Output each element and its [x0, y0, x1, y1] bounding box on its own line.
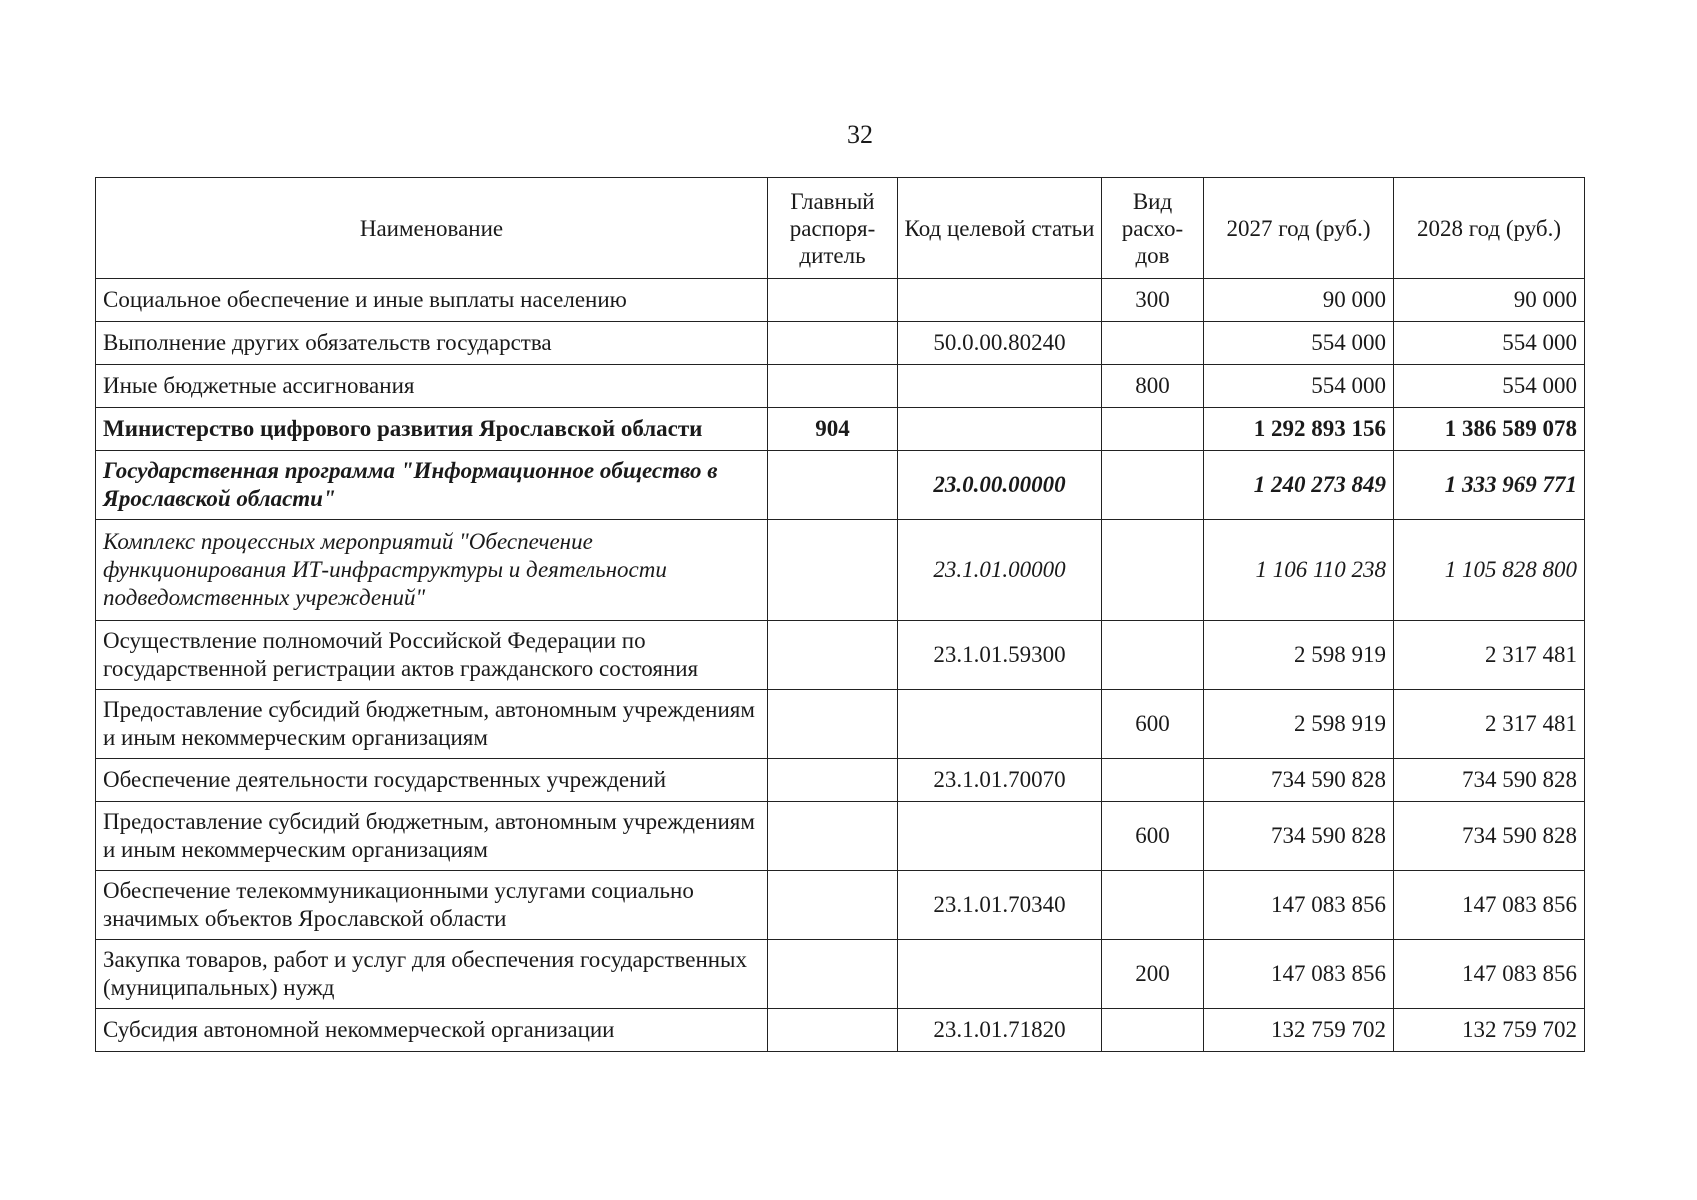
cell-amount-2028: 147 083 856	[1394, 871, 1585, 940]
cell-expense-type	[1102, 451, 1204, 520]
cell-amount-2027: 1 240 273 849	[1204, 451, 1394, 520]
cell-target-article-code: 23.1.01.00000	[898, 520, 1102, 621]
cell-name: Закупка товаров, работ и услуг для обеспечения государственных (муниципальных) нужд	[96, 940, 768, 1009]
cell-target-article-code: 23.1.01.70070	[898, 759, 1102, 802]
table-row	[96, 1009, 1585, 1052]
cell-amount-2028: 554 000	[1394, 365, 1585, 408]
header-year-2027: 2027 год (руб.)	[1204, 178, 1394, 279]
cell-name: Социальное обеспечение и иные выплаты населению	[96, 279, 768, 322]
cell-expense-type	[1102, 408, 1204, 451]
cell-name: Выполнение других обязательств государства	[96, 322, 768, 365]
cell-amount-2028: 734 590 828	[1394, 802, 1585, 871]
cell-target-article-code	[898, 279, 1102, 322]
cell-name: Предоставление субсидий бюджетным, автономным учреждениям и иным некоммерческим организациям	[96, 802, 768, 871]
cell-amount-2027: 1 292 893 156	[1204, 408, 1394, 451]
table-row	[96, 690, 1585, 759]
cell-target-article-code	[898, 940, 1102, 1009]
cell-amount-2028: 2 317 481	[1394, 690, 1585, 759]
cell-chief-administrator	[768, 621, 898, 690]
table-row	[96, 451, 1585, 520]
cell-amount-2027: 2 598 919	[1204, 690, 1394, 759]
cell-name: Субсидия автономной некоммерческой организации	[96, 1009, 768, 1052]
cell-amount-2027: 2 598 919	[1204, 621, 1394, 690]
table-row	[96, 408, 1585, 451]
cell-target-article-code	[898, 365, 1102, 408]
cell-expense-type	[1102, 759, 1204, 802]
header-expense-type: Вид расхо-дов	[1102, 178, 1204, 279]
cell-chief-administrator	[768, 759, 898, 802]
cell-chief-administrator	[768, 365, 898, 408]
cell-target-article-code	[898, 690, 1102, 759]
cell-expense-type: 600	[1102, 802, 1204, 871]
cell-chief-administrator	[768, 322, 898, 365]
cell-amount-2028: 2 317 481	[1394, 621, 1585, 690]
cell-amount-2028: 554 000	[1394, 322, 1585, 365]
cell-chief-administrator	[768, 279, 898, 322]
cell-target-article-code: 23.0.00.00000	[898, 451, 1102, 520]
cell-expense-type	[1102, 520, 1204, 621]
cell-target-article-code: 50.0.00.80240	[898, 322, 1102, 365]
table-row	[96, 322, 1585, 365]
cell-name: Государственная программа "Информационное общество в Ярославской области"	[96, 451, 768, 520]
cell-amount-2027: 734 590 828	[1204, 802, 1394, 871]
budget-table	[95, 177, 1585, 1052]
table-row	[96, 365, 1585, 408]
table-row	[96, 802, 1585, 871]
table-row	[96, 520, 1585, 621]
cell-chief-administrator	[768, 802, 898, 871]
table-row	[96, 759, 1585, 802]
cell-amount-2027: 1 106 110 238	[1204, 520, 1394, 621]
cell-amount-2027: 147 083 856	[1204, 871, 1394, 940]
header-target-article-code: Код целевой статьи	[898, 178, 1102, 279]
cell-chief-administrator	[768, 520, 898, 621]
cell-target-article-code: 23.1.01.59300	[898, 621, 1102, 690]
cell-amount-2028: 1 386 589 078	[1394, 408, 1585, 451]
cell-chief-administrator	[768, 940, 898, 1009]
cell-target-article-code: 23.1.01.70340	[898, 871, 1102, 940]
cell-name: Обеспечение телекоммуникационными услугами социально значимых объектов Ярославской области	[96, 871, 768, 940]
cell-chief-administrator	[768, 690, 898, 759]
table-row	[96, 621, 1585, 690]
cell-amount-2027: 132 759 702	[1204, 1009, 1394, 1052]
header-name: Наименование	[96, 178, 768, 279]
table-header-row	[96, 178, 1585, 279]
cell-expense-type	[1102, 322, 1204, 365]
cell-expense-type: 300	[1102, 279, 1204, 322]
cell-amount-2027: 554 000	[1204, 322, 1394, 365]
cell-target-article-code: 23.1.01.71820	[898, 1009, 1102, 1052]
table-row	[96, 871, 1585, 940]
cell-name: Комплекс процессных мероприятий "Обеспечение функционирования ИТ-инфраструктуры и деятельности подведомственных учреждений"	[96, 520, 768, 621]
cell-amount-2027: 734 590 828	[1204, 759, 1394, 802]
cell-chief-administrator	[768, 1009, 898, 1052]
cell-amount-2028: 90 000	[1394, 279, 1585, 322]
cell-amount-2028: 132 759 702	[1394, 1009, 1585, 1052]
cell-name: Предоставление субсидий бюджетным, автономным учреждениям и иным некоммерческим организациям	[96, 690, 768, 759]
cell-chief-administrator: 904	[768, 408, 898, 451]
cell-expense-type	[1102, 871, 1204, 940]
cell-chief-administrator	[768, 451, 898, 520]
cell-amount-2027: 554 000	[1204, 365, 1394, 408]
cell-amount-2027: 147 083 856	[1204, 940, 1394, 1009]
cell-expense-type: 200	[1102, 940, 1204, 1009]
cell-expense-type: 800	[1102, 365, 1204, 408]
cell-expense-type	[1102, 1009, 1204, 1052]
page-number: 32	[847, 120, 873, 149]
cell-name: Осуществление полномочий Российской Федерации по государственной регистрации актов гражданского состояния	[96, 621, 768, 690]
cell-target-article-code	[898, 408, 1102, 451]
cell-expense-type: 600	[1102, 690, 1204, 759]
header-year-2028: 2028 год (руб.)	[1394, 178, 1585, 279]
cell-amount-2028: 1 333 969 771	[1394, 451, 1585, 520]
cell-name: Иные бюджетные ассигнования	[96, 365, 768, 408]
cell-target-article-code	[898, 802, 1102, 871]
cell-name: Обеспечение деятельности государственных учреждений	[96, 759, 768, 802]
cell-amount-2028: 734 590 828	[1394, 759, 1585, 802]
cell-name: Министерство цифрового развития Ярославской области	[96, 408, 768, 451]
cell-chief-administrator	[768, 871, 898, 940]
table-row	[96, 940, 1585, 1009]
header-chief-administrator: Главный распоря-дитель	[768, 178, 898, 279]
cell-amount-2028: 1 105 828 800	[1394, 520, 1585, 621]
cell-amount-2027: 90 000	[1204, 279, 1394, 322]
cell-expense-type	[1102, 621, 1204, 690]
cell-amount-2028: 147 083 856	[1394, 940, 1585, 1009]
table-row	[96, 279, 1585, 322]
